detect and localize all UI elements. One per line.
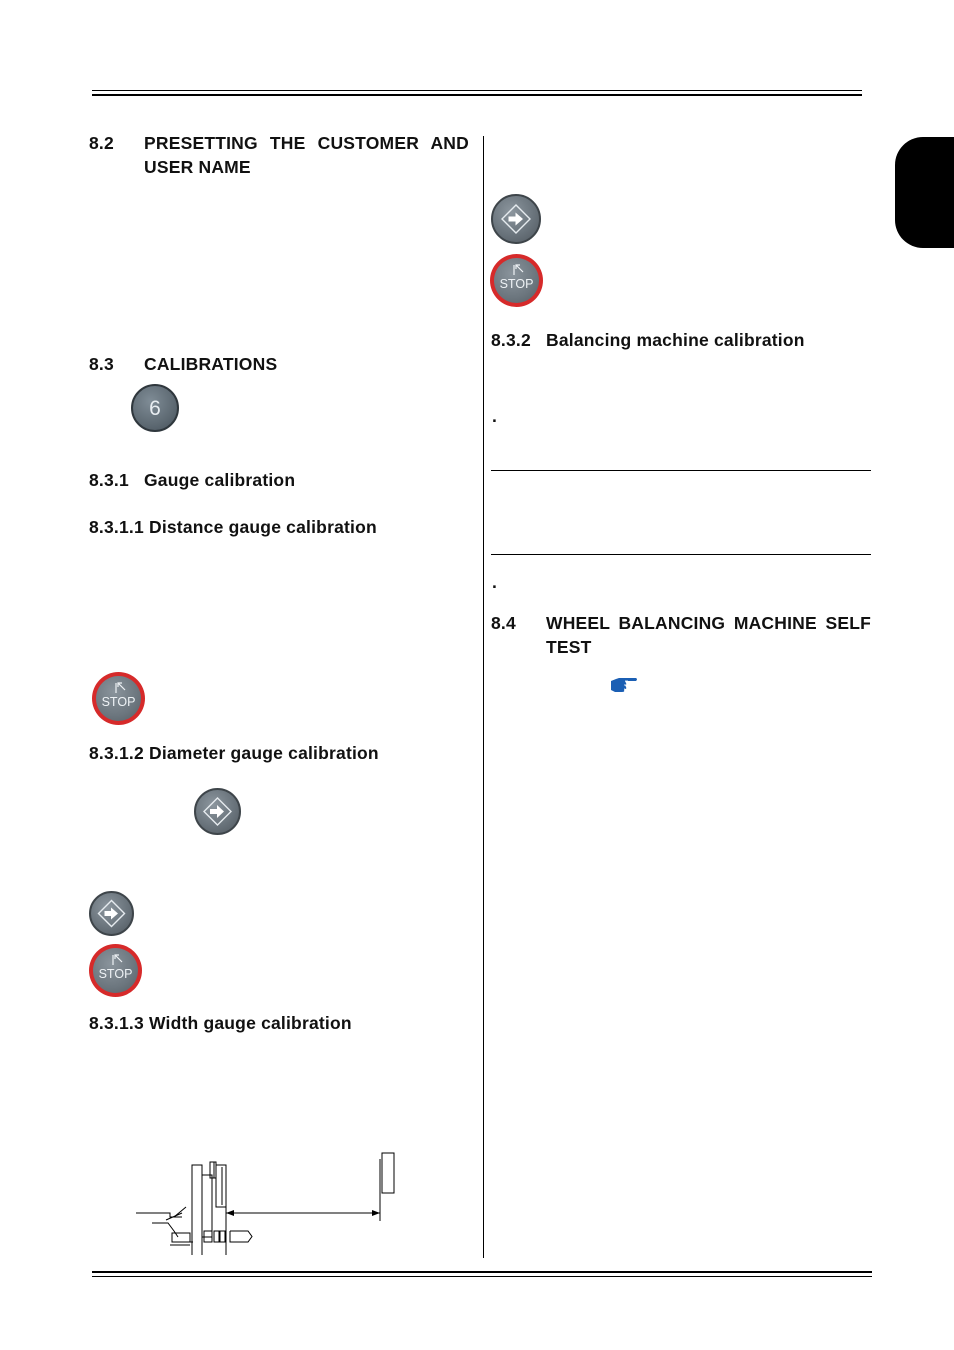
section-8-4-title-line1: WHEEL BALANCING MACHINE SELF [546,613,871,633]
section-8-2-title-line1: PRESETTING THE CUSTOMER AND [144,133,469,153]
footer-rule-top [92,1271,872,1273]
enter-button[interactable] [194,788,241,835]
header-rule-bottom [92,94,862,96]
note-rule-top [491,470,871,471]
enter-button[interactable] [491,194,541,244]
key-6-label: 6 [149,397,161,420]
section-8-3-1-1-heading: 8.3.1.1 Distance gauge calibration [89,517,377,537]
stop-button[interactable] [89,944,142,997]
section-8-2-heading: 8.2 PRESETTING THE CUSTOMER AND USER NAME [89,133,469,177]
stop-button[interactable] [490,254,543,307]
column-divider [483,136,484,1258]
section-8-3-1-heading: 8.3.1 Gauge calibration [89,470,296,490]
pointing-hand-icon [610,675,638,693]
stop-icon [111,954,125,966]
stop-label: STOP [499,277,534,291]
key-6-button[interactable] [131,384,179,432]
stop-label: STOP [98,967,133,981]
stop-icon [114,682,128,694]
stop-label: STOP [101,695,136,709]
bullet-dot: . [492,572,498,592]
section-8-3-2-heading: 8.3.2 Balancing machine calibration [491,330,805,350]
bullet-dot: . [492,406,498,426]
header-rule-top [92,90,862,91]
footer-rule-bottom [92,1276,872,1277]
width-gauge-diagram [130,1145,410,1257]
section-8-4-heading: 8.4 WHEEL BALANCING MACHINE SELF TEST [491,613,871,657]
enter-arrow-icon [89,891,134,936]
section-8-3-1-3-heading: 8.3.1.3 Width gauge calibration [89,1013,352,1033]
enter-arrow-icon [491,194,541,244]
section-8-2-title-line2: USER NAME [144,157,251,177]
section-8-4-title-line2: TEST [546,637,592,657]
section-8-3-1-2-heading: 8.3.1.2 Diameter gauge calibration [89,743,379,763]
enter-arrow-icon [194,788,241,835]
note-rule-bottom [491,554,871,555]
section-8-3-heading: 8.3 CALIBRATIONS [89,354,278,374]
thumb-tab [895,137,954,248]
stop-icon [512,264,526,276]
stop-button[interactable] [92,672,145,725]
enter-button[interactable] [89,891,134,936]
